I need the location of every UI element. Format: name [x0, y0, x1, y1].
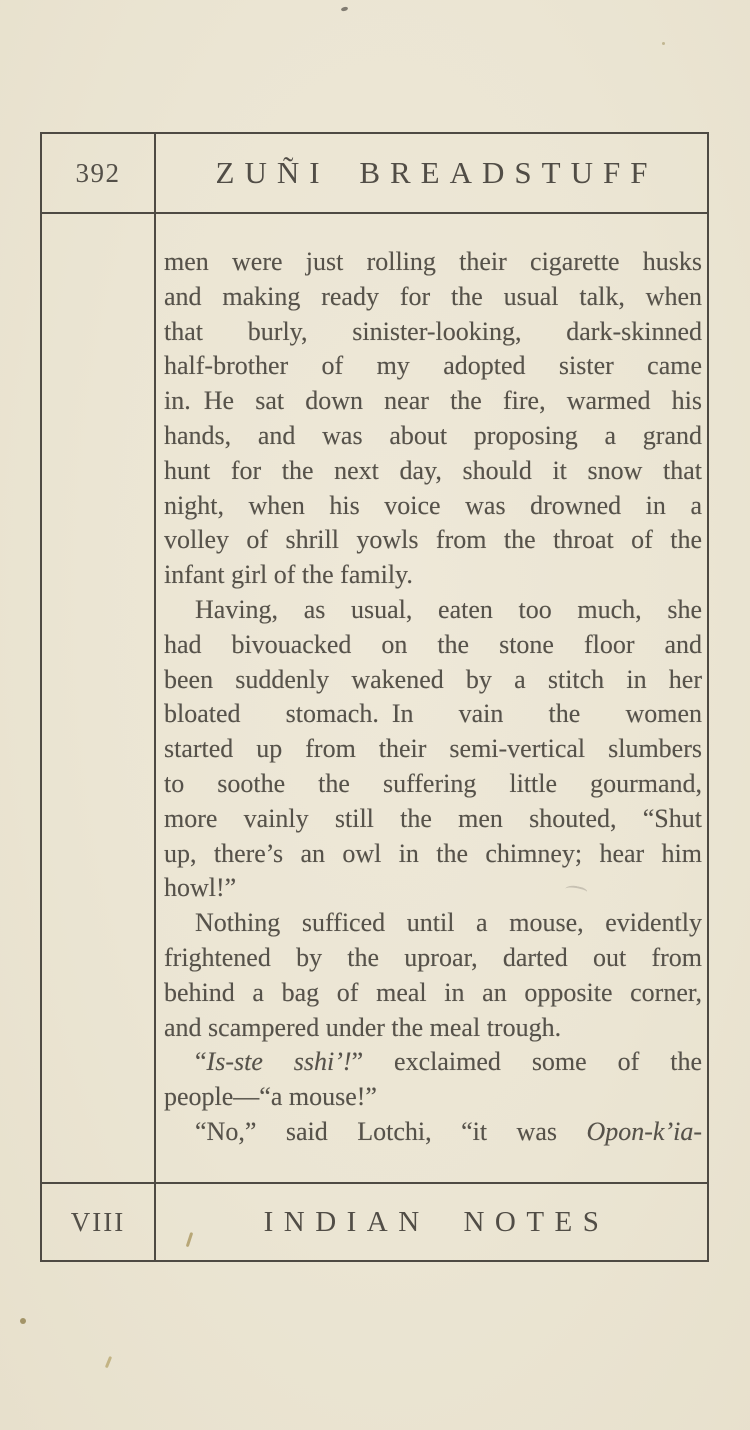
running-title: ZUÑI BREADSTUFF: [215, 155, 658, 190]
page-number: 392: [75, 157, 121, 188]
text-line: been suddenly wakened by a stitch in her: [164, 664, 702, 694]
running-title-cell: [156, 134, 707, 212]
left-margin-cell: [42, 214, 156, 1182]
text-line: frightened by the uproar, darted out from: [164, 942, 702, 972]
volume-cell: [42, 1184, 156, 1260]
text-line: and making ready for the usual talk, when: [164, 281, 702, 311]
paper-speck: [105, 1356, 112, 1368]
text-line: “No,” said Lotchi, “it was Opon-k’ia-: [195, 1116, 702, 1146]
text-line: in. He sat down near the fire, warmed his: [164, 386, 702, 416]
text-line: Having, as usual, eaten too much, she: [195, 594, 702, 624]
text-line: bloated stomach. In vain the women: [164, 699, 702, 729]
volume-number: VIII: [70, 1206, 126, 1237]
page-rule-frame: [40, 132, 709, 1262]
text-line: infant girl of the family.: [164, 560, 413, 590]
text-column: [156, 214, 707, 1182]
text-line: more vainly still the men shouted, “Shut: [164, 803, 702, 833]
paper-speck: [341, 6, 349, 12]
text-line: howl!”: [164, 873, 237, 903]
text-line: half-brother of my adopted sister came: [164, 351, 702, 381]
paper-speck: [20, 1318, 26, 1324]
text-line: behind a bag of meal in an opposite corner,: [164, 977, 702, 1007]
text-line: hands, and was about proposing a grand: [164, 420, 702, 450]
series-title: INDIAN NOTES: [263, 1205, 610, 1238]
series-title-cell: [156, 1184, 707, 1260]
text-line: and scampered under the meal trough.: [164, 1012, 562, 1042]
text-line: volley of shrill yowls from the throat of the: [164, 525, 702, 555]
paper-speck: [662, 42, 665, 45]
text-line: that burly, sinister-looking, dark-skinned: [164, 316, 702, 346]
body-row: [42, 214, 707, 1182]
footer-row: [42, 1182, 707, 1260]
text-line: Nothing sufficed until a mouse, evidently: [195, 908, 702, 938]
text-line: had bivouacked on the stone floor and: [164, 629, 702, 659]
text-line: hunt for the next day, should it snow that: [164, 455, 702, 485]
header-row: [42, 134, 707, 214]
text-line: up, there’s an owl in the chimney; hear him: [164, 838, 702, 868]
text-line: men were just rolling their cigarette husks: [164, 247, 702, 276]
page-number-cell: [42, 134, 156, 212]
body-text: [164, 245, 702, 1150]
text-line: people—“a mouse!”: [164, 1082, 377, 1112]
text-line: “Is-ste sshi’!” exclaimed some of the: [195, 1047, 702, 1077]
text-line: to soothe the suffering little gourmand,: [164, 768, 702, 798]
text-line: started up from their semi-vertical slumbers: [164, 734, 702, 764]
text-line: night, when his voice was drowned in a: [164, 490, 702, 520]
